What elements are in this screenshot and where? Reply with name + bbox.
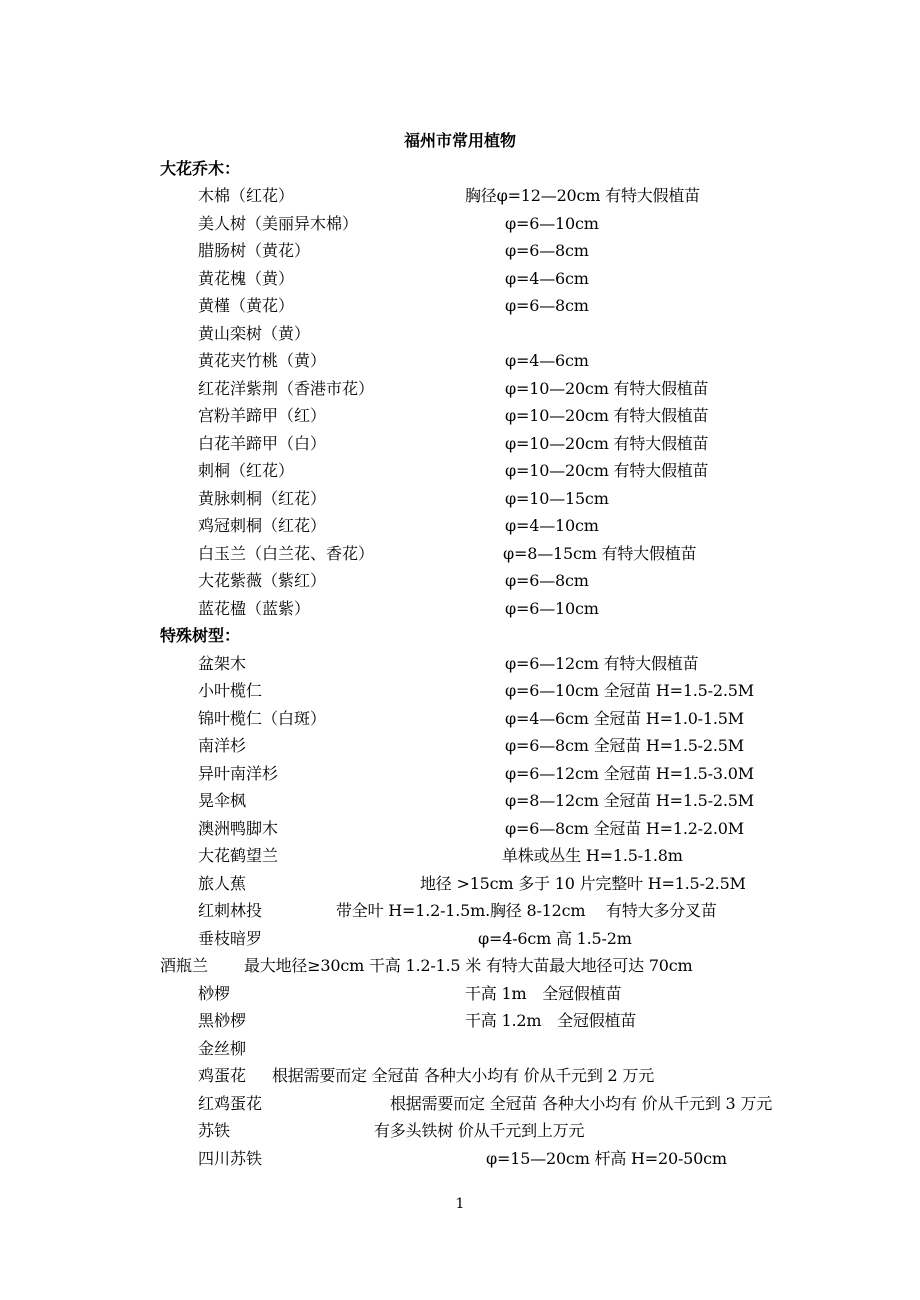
plant-row (0, 1093, 920, 1115)
plant-row (0, 983, 920, 1005)
plant-name: 黄槿（黄花） (198, 296, 295, 315)
plant-spec: φ=6—8cm (505, 571, 589, 590)
plant-name: 黄脉刺桐（红花） (198, 489, 327, 508)
plant-spec: 有多头铁树 价从千元到上万元 (374, 1121, 585, 1140)
plant-row (0, 488, 920, 510)
plant-row (0, 570, 920, 592)
plant-spec: 胸径φ=12—20cm 有特大假植苗 (465, 186, 700, 205)
plant-spec: φ=6—12cm 全冠苗 H=1.5-3.0M (505, 764, 754, 783)
plant-spec: φ=4-6cm 高 1.5-2m (478, 929, 632, 948)
plant-spec: φ=4—6cm (505, 269, 589, 288)
plant-spec: φ=6—8cm 全冠苗 H=1.5-2.5M (505, 736, 744, 755)
plant-spec: φ=4—6cm 全冠苗 H=1.0-1.5M (505, 709, 744, 728)
plant-row (0, 735, 920, 757)
plant-name: 酒瓶兰 (160, 956, 209, 975)
plant-name: 腊肠树（黄花） (198, 241, 311, 260)
plant-spec: φ=10—20cm 有特大假植苗 (505, 406, 709, 425)
plant-name: 桫椤 (198, 984, 231, 1003)
plant-spec: φ=15—20cm 杆高 H=20-50cm (486, 1149, 727, 1168)
plant-spec: 干高 1m 全冠假植苗 (465, 984, 622, 1003)
plant-row (0, 405, 920, 427)
page-number: 1 (455, 1196, 465, 1212)
plant-row (0, 1065, 920, 1087)
plant-name: 四川苏铁 (198, 1149, 263, 1168)
plant-spec: φ=6—10cm (505, 599, 599, 618)
plant-row (0, 350, 920, 372)
plant-name: 红刺林投 (198, 901, 263, 920)
plant-name: 小叶榄仁 (198, 681, 263, 700)
plant-name: 刺桐（红花） (198, 461, 295, 480)
plant-spec: φ=6—12cm 有特大假植苗 (505, 654, 699, 673)
page-title: 福州市常用植物 (403, 131, 516, 150)
plant-row (0, 818, 920, 840)
plant-name: 大花紫薇（紫红） (198, 571, 327, 590)
plant-name: 鸡蛋花 (198, 1066, 247, 1085)
plant-row (0, 515, 920, 537)
plant-name: 澳洲鸭脚木 (198, 819, 279, 838)
plant-spec: 带全叶 H=1.2-1.5m.胸径 8-12cm 有特大多分叉苗 (336, 901, 717, 920)
plant-spec: φ=8—15cm 有特大假植苗 (503, 544, 697, 563)
plant-name: 黄花夹竹桃（黄） (198, 351, 327, 370)
plant-spec: 单株或丛生 H=1.5-1.8m (502, 846, 683, 865)
plant-row (0, 598, 920, 620)
plant-name: 盆架木 (198, 654, 247, 673)
plant-name: 金丝柳 (198, 1039, 247, 1058)
plant-name: 垂枝暗罗 (198, 929, 263, 948)
plant-spec: φ=8—12cm 全冠苗 H=1.5-2.5M (505, 791, 754, 810)
plant-row (0, 873, 920, 895)
plant-name: 蓝花楹（蓝紫） (198, 599, 311, 618)
plant-row (0, 845, 920, 867)
plant-row (0, 185, 920, 207)
plant-row (0, 790, 920, 812)
plant-spec: φ=10—20cm 有特大假植苗 (505, 434, 709, 453)
plant-name: 大花鹤望兰 (198, 846, 279, 865)
plant-row (0, 955, 920, 977)
plant-row (0, 900, 920, 922)
plant-name: 红花洋紫荆（香港市花） (198, 379, 375, 398)
plant-spec: φ=4—10cm (505, 516, 599, 535)
plant-row (0, 680, 920, 702)
plant-row (0, 240, 920, 262)
plant-spec: 干高 1.2m 全冠假植苗 (465, 1011, 637, 1030)
plant-name: 旅人蕉 (198, 874, 247, 893)
plant-row (0, 763, 920, 785)
plant-name: 锦叶榄仁（白斑） (198, 709, 327, 728)
plant-name: 异叶南洋杉 (198, 764, 279, 783)
plant-spec: φ=6—10cm (505, 214, 599, 233)
plant-spec: φ=6—8cm (505, 296, 589, 315)
plant-row (0, 1010, 920, 1032)
plant-spec: φ=10—20cm 有特大假植苗 (505, 461, 709, 480)
plant-row (0, 653, 920, 675)
plant-spec: 根据需要而定 全冠苗 各种大小均有 价从千元到 3 万元 (390, 1094, 773, 1113)
plant-spec: 地径 >15cm 多于 10 片完整叶 H=1.5-2.5M (420, 874, 746, 893)
plant-spec: φ=4—6cm (505, 351, 589, 370)
plant-row (0, 928, 920, 950)
plant-name: 美人树（美丽异木棉） (198, 214, 359, 233)
plant-row (0, 295, 920, 317)
plant-name: 黄花槐（黄） (198, 269, 295, 288)
plant-row (0, 433, 920, 455)
plant-spec: φ=10—20cm 有特大假植苗 (505, 379, 709, 398)
plant-row (0, 1038, 920, 1060)
plant-row (0, 543, 920, 565)
plant-name: 白玉兰（白兰花、香花） (198, 544, 375, 563)
plant-name: 红鸡蛋花 (198, 1094, 263, 1113)
plant-spec: φ=6—8cm 全冠苗 H=1.2-2.0M (505, 819, 744, 838)
plant-name: 苏铁 (198, 1121, 231, 1140)
plant-row (0, 213, 920, 235)
plant-name: 木棉（红花） (198, 186, 295, 205)
plant-name: 宫粉羊蹄甲（红） (198, 406, 327, 425)
plant-row (0, 708, 920, 730)
plant-name: 黑桫椤 (198, 1011, 247, 1030)
plant-spec: φ=6—10cm 全冠苗 H=1.5-2.5M (505, 681, 754, 700)
plant-spec: 根据需要而定 全冠苗 各种大小均有 价从千元到 2 万元 (272, 1066, 655, 1085)
plant-name: 鸡冠刺桐（红花） (198, 516, 327, 535)
plant-spec: φ=6—8cm (505, 241, 589, 260)
plant-name: 白花羊蹄甲（白） (198, 434, 327, 453)
plant-spec: φ=10—15cm (505, 489, 609, 508)
plant-name: 南洋杉 (198, 736, 247, 755)
plant-row (0, 1120, 920, 1142)
plant-row (0, 460, 920, 482)
plant-name: 晃伞枫 (198, 791, 247, 810)
plant-name: 黄山栾树（黄） (198, 324, 311, 343)
plant-row (0, 323, 920, 345)
section-heading-flowering-trees: 大花乔木： (160, 159, 241, 178)
plant-row (0, 268, 920, 290)
plant-row (0, 1148, 920, 1170)
plant-row (0, 378, 920, 400)
plant-spec: 最大地径≥30cm 干高 1.2-1.5 米 有特大苗最大地径可达 70cm (244, 956, 693, 975)
section-heading-special-tree-forms: 特殊树型： (160, 626, 241, 645)
